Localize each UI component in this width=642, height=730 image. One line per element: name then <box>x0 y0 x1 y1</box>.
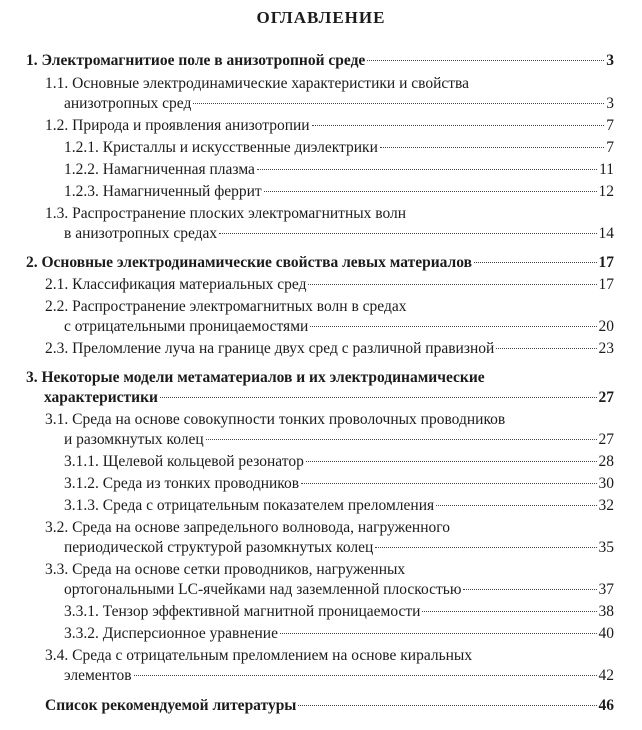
toc-entry-3-3-2[interactable] <box>64 624 614 644</box>
toc-entry-3-4[interactable] <box>45 646 614 686</box>
toc-entry-text: элементов <box>64 667 132 684</box>
toc-entry-1-2-3[interactable] <box>64 182 614 202</box>
toc-entry-3-1[interactable] <box>45 410 614 450</box>
leader-dots <box>367 60 604 61</box>
toc-entry-text: 3.1.1. Щелевой кольцевой резонатор <box>64 453 304 470</box>
toc-entry-text: 1.2.3. Намагниченный феррит <box>64 183 262 200</box>
toc-entry-2-3[interactable] <box>45 339 614 359</box>
toc-entry-text: Список рекомендуемой литературы <box>45 697 297 714</box>
toc-entry-3[interactable] <box>26 368 614 408</box>
toc-entry-text: 1.2.2. Намагниченная плазма <box>64 161 255 178</box>
leader-dots <box>380 147 604 148</box>
leader-dots <box>160 397 597 398</box>
toc-entry-1[interactable] <box>26 51 614 71</box>
toc-entry-text: 2.1. Классификация материальных сред <box>45 276 307 293</box>
leader-dots <box>219 233 596 234</box>
leader-dots <box>306 461 597 462</box>
toc-entry-text: 3.1. Среда на основе совокупности тонких проволочных проводников <box>45 411 506 428</box>
toc-entry-2-1[interactable] <box>45 275 614 295</box>
toc-entry-text: с отрицательными проницаемостями <box>64 318 309 335</box>
leader-dots <box>134 675 597 676</box>
leader-dots <box>310 326 596 327</box>
page-number: 37 <box>598 581 614 598</box>
toc-entry-3-3-1[interactable] <box>64 602 614 622</box>
toc-entry-text: 3.1.3. Среда с отрицательным показателем преломления <box>64 497 435 514</box>
page-number: 3 <box>606 52 614 69</box>
toc-entry-references[interactable] <box>45 696 614 716</box>
leader-dots <box>193 103 604 104</box>
leader-dots <box>298 705 596 706</box>
toc-entry-text: 3.3.1. Тензор эффективной магнитной проницаемости <box>64 603 421 620</box>
toc-entry-1-1[interactable] <box>45 74 614 114</box>
toc-entry-1-2[interactable] <box>45 116 614 136</box>
leader-dots <box>257 169 597 170</box>
toc-entry-text: анизотропных сред <box>64 95 192 112</box>
page-number: 35 <box>598 539 614 556</box>
leader-dots <box>375 547 596 548</box>
toc-entry-1-2-2[interactable] <box>64 160 614 180</box>
leader-dots <box>474 262 597 263</box>
page-number: 17 <box>598 276 614 293</box>
toc-entry-text: 1.2.1. Кристаллы и искусственные диэлектрики <box>64 139 378 156</box>
toc-entry-text: 3.2. Среда на основе запредельного волновода, нагруженного <box>45 519 450 536</box>
page-number: 7 <box>606 139 614 156</box>
leader-dots <box>422 611 596 612</box>
table-of-contents <box>0 51 642 716</box>
toc-entry-text: 3.1.2. Среда из тонких проводников <box>64 475 300 492</box>
toc-entry-text: 2. Основные электродинамические свойства левых материалов <box>26 254 472 271</box>
toc-entry-3-1-3[interactable] <box>64 496 614 516</box>
page-number: 30 <box>598 475 614 492</box>
page-number: 40 <box>598 625 614 642</box>
toc-entry-text: 3.4. Среда с отрицательным преломлением на основе киральных <box>45 647 473 664</box>
page-number: 32 <box>598 497 614 514</box>
page-number: 14 <box>598 225 614 242</box>
leader-dots <box>206 439 597 440</box>
page-number: 11 <box>599 161 614 178</box>
leader-dots <box>436 505 596 506</box>
toc-entry-2[interactable] <box>26 253 614 273</box>
toc-entry-text: в анизотропных средах <box>64 225 218 242</box>
leader-dots <box>496 348 596 349</box>
page-number: 17 <box>598 254 614 271</box>
toc-entry-text: периодической структурой разомкнутых колец <box>64 539 374 556</box>
toc-entry-text: и разомкнутых колец <box>64 431 204 448</box>
leader-dots <box>312 125 605 126</box>
toc-entry-3-1-1[interactable] <box>64 452 614 472</box>
toc-entry-2-2[interactable] <box>45 297 614 337</box>
toc-entry-text: 2.3. Преломление луча на границе двух сред с различной правизной <box>45 340 495 357</box>
toc-entry-text: 3.3. Среда на основе сетки проводников, нагруженных <box>45 561 406 578</box>
page-number: 28 <box>598 453 614 470</box>
toc-entry-text: 1.3. Распространение плоских электромагнитных волн <box>45 205 407 222</box>
toc-entry-3-1-2[interactable] <box>64 474 614 494</box>
leader-dots <box>264 191 597 192</box>
toc-entry-text: ортогональными LC-ячейками над заземленной плоскостью <box>64 581 462 598</box>
page-number: 42 <box>598 667 614 684</box>
page-title: ОГЛАВЛЕНИЕ <box>256 8 386 27</box>
leader-dots <box>301 483 596 484</box>
toc-entry-text: 1.1. Основные электродинамические характеристики и свойства <box>45 75 470 92</box>
toc-entry-3-3[interactable] <box>45 560 614 600</box>
page-number: 12 <box>598 183 614 200</box>
page-number: 20 <box>598 318 614 335</box>
page-number: 3 <box>606 95 614 112</box>
toc-entry-text: 1.2. Природа и проявления анизотропии <box>45 117 310 134</box>
toc-entry-1-2-1[interactable] <box>64 138 614 158</box>
toc-entry-text: 3.3.2. Дисперсионное уравнение <box>64 625 278 642</box>
leader-dots <box>463 589 596 590</box>
page-number: 38 <box>598 603 614 620</box>
page-number: 27 <box>598 431 614 448</box>
toc-entry-text: характеристики <box>44 389 158 406</box>
toc-entry-text: 1. Электромагнитиое поле в анизотропной среде <box>26 52 366 69</box>
toc-entry-text: 3. Некоторые модели метаматериалов и их электродинамические <box>26 369 485 386</box>
toc-entry-3-2[interactable] <box>45 518 614 558</box>
toc-entry-1-3[interactable] <box>45 204 614 244</box>
page-number: 23 <box>598 340 614 357</box>
page-number: 46 <box>598 697 614 714</box>
leader-dots <box>280 633 597 634</box>
leader-dots <box>308 284 596 285</box>
page-number: 7 <box>606 117 614 134</box>
toc-entry-text: 2.2. Распространение электромагнитных волн в средах <box>45 298 407 315</box>
page-number: 27 <box>598 389 614 406</box>
